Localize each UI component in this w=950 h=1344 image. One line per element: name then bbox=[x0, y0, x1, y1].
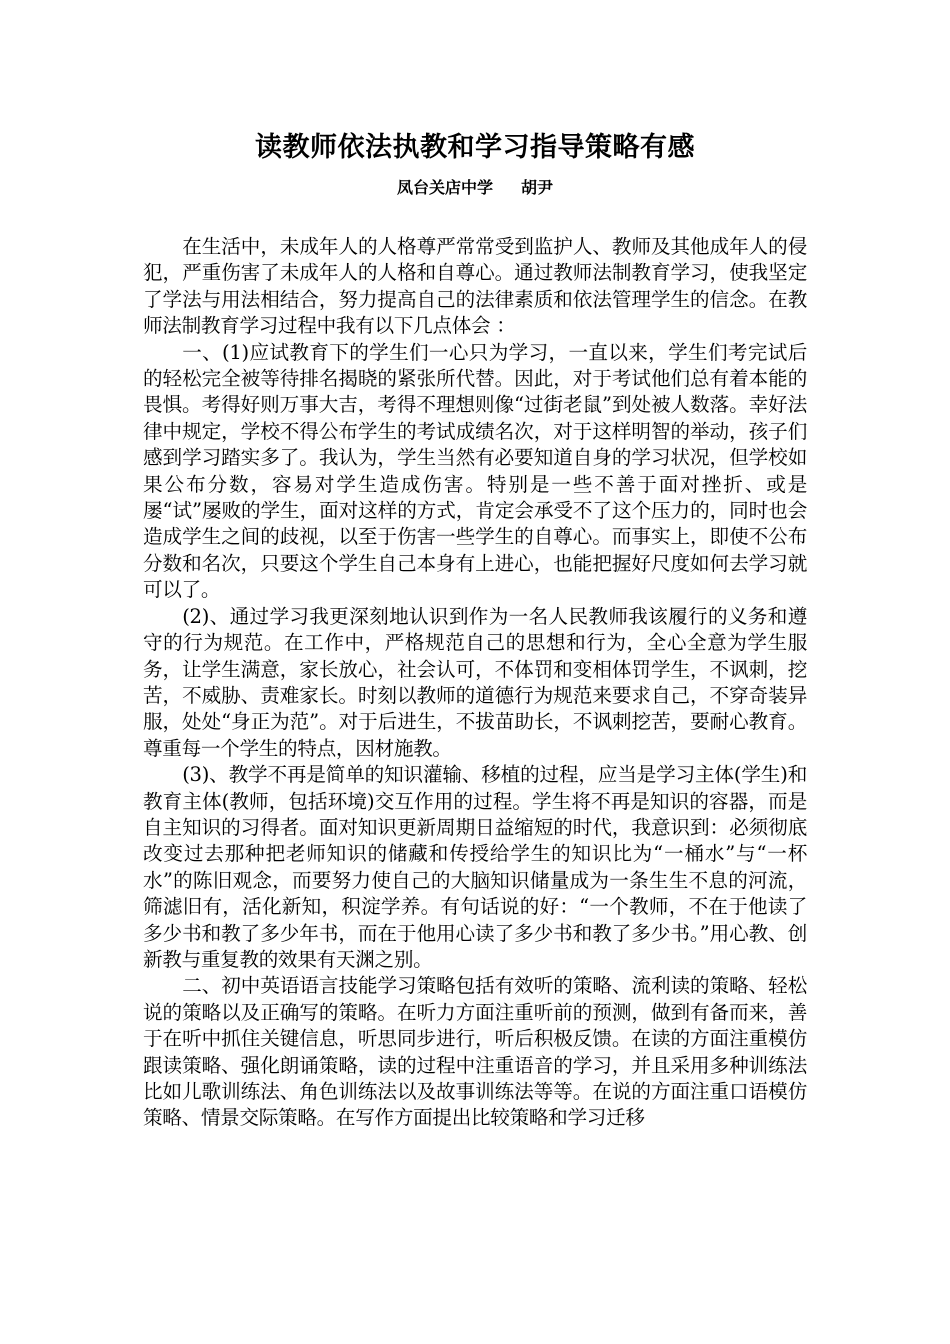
paragraph-section-1-3: (3)、教学不再是简单的知识灌输、移植的过程，应当是学习主体(学生)和教育主体(教师，包括环境)交互作用的过程。学生将不再是知识的容器，而是自主知识的习得者。面对知识更新周期日益缩短的时代，我意识到：必须彻底改变过去那种把老师知识的储藏和传授给学生的知识比为“一桶水”与“一杯水”的陈旧观念，而要努力使自己的大脑知识储量成为一条生生不息的河流，筛滤旧有，活化新知，积淀学养。有句话说的好：“一个教师，不在于他读了多少书和教了多少年书，而在于他用心读了多少书和教了多少书。”用心教、创新教与重复教的效果有天渊之别。 bbox=[143, 763, 807, 971]
byline bbox=[143, 176, 807, 200]
document-title: 读教师依法执教和学习指导策略有感 bbox=[255, 132, 695, 163]
paragraph-section-2: 二、初中英语语言技能学习策略包括有效听的策略、流利读的策略、轻松说的策略以及正确写的策略。在听力方面注重听前的预测，做到有备而来，善于在听中抓住关键信息，听思同步进行，听后积极反馈。在读的方面注重模仿跟读策略、强化朗诵策略，读的过程中注重语音的学习，并且采用多种训练法比如儿歌训练法、角色训练法以及故事训练法等等。在说的方面注重口语模仿策略、情景交际策略。在写作方面提出比较策略和学习迁移 bbox=[143, 974, 807, 1130]
document-page bbox=[143, 128, 807, 1132]
paragraph-intro: 在生活中，未成年人的人格尊严常常受到监护人、教师及其他成年人的侵犯，严重伤害了未成年人的人格和自尊心。通过教师法制教育学习，使我坚定了学法与用法相结合，努力提高自己的法律素质和依法管理学生的信念。在教师法制教育学习过程中我有以下几点体会 ： bbox=[143, 235, 807, 338]
paragraph-section-1-1: 一、(1)应试教育下的学生们一心只为学习，一直以来，学生们考完试后的轻松完全被等待排名揭晓的紧张所代替。因此，对于考试他们总有着本能的畏惧。考得好则万事大吉，考得不理想则像“过街老鼠”到处被人数落。幸好法律中规定，学校不得公布学生的考试成绩名次，对于这样明智的举动，孩子们感到学习踏实多了。我认为，学生当然有必要知道自身的学习状况，但学校如果公布分数，容易对学生造成伤害。特别是一些不善于面对挫折、或是屡“试”屡败的学生，面对这样的方式，肯定会承受不了这个压力的，同时也会造成学生之间的歧视，以至于伤害一些学生的自尊心。而事实上，即使不公布分数和名次，只要这个学生自己本身有上进心，也能把握好尺度如何去学习就可以了。 bbox=[143, 340, 807, 602]
paragraph-section-1-2: (2)、通过学习我更深刻地认识到作为一名人民教师我该履行的义务和遵守的行为规范。在工作中，严格规范自己的思想和行为，全心全意为学生服务，让学生满意，家长放心，社会认可，不体罚和变相体罚学生，不讽刺，挖苦，不威胁、责难家长。时刻以教师的道德行为规范来要求自己，不穿奇装异服，处处“身正为范”。对于后进生，不拔苗助长，不讽刺挖苦，要耐心教育。尊重每一个学生的特点，因材施教。 bbox=[143, 604, 807, 760]
document-body bbox=[143, 234, 807, 1132]
school-name: 凤台关店中学 bbox=[396, 178, 493, 197]
author-name: 胡尹 bbox=[521, 178, 554, 197]
